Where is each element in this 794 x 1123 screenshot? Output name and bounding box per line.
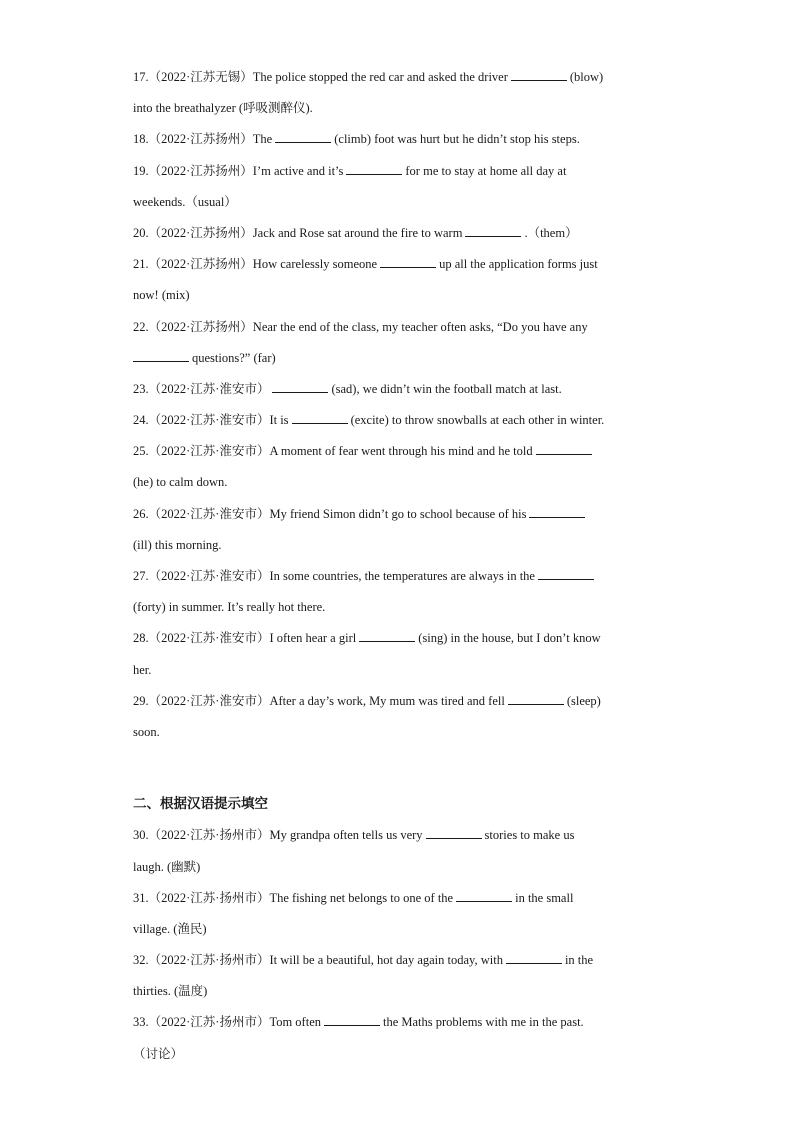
question-19-line-2: weekends.（usual）	[133, 194, 237, 209]
question-hint: for me to stay at home all day at	[405, 163, 567, 178]
answer-blank[interactable]	[465, 224, 521, 237]
question-text: 27.（2022·江苏·淮安市）In some countries, the temperatures are always in the	[133, 569, 535, 583]
question-text: 17.（2022·江苏无锡）The police stopped the red car and asked the driver	[133, 70, 508, 84]
question-text: 31.（2022·江苏·扬州市）The fishing net belongs to one of the	[133, 890, 454, 905]
question-28-line-1	[133, 623, 661, 654]
question-text: 20.（2022·江苏扬州）Jack and Rose sat around the fire to warm	[133, 225, 463, 240]
question-text: 29.（2022·江苏·淮安市）After a day’s work, My mum was tired and fell	[133, 693, 505, 708]
question-21-line-2: now! (mix)	[133, 288, 190, 303]
question-hint: .（them）	[524, 225, 578, 240]
question-27-line-2: (forty) in summer. It’s really hot there.	[133, 600, 326, 615]
question-text: 30.（2022·江苏·扬州市）My grandpa often tells us very	[133, 828, 423, 843]
section-2-title: 二、根据汉语提示填空	[133, 796, 268, 813]
answer-blank[interactable]	[508, 692, 564, 705]
question-26-line-1	[133, 499, 661, 530]
question-17-line-1	[133, 62, 661, 93]
question-hint: in the	[564, 953, 594, 968]
answer-blank[interactable]	[380, 255, 436, 268]
question-text: 19.（2022·江苏扬州）I’m active and it’s	[133, 163, 344, 178]
question-29-line-2: soon.	[133, 724, 160, 739]
question-hint: (excite) to throw snowballs at each other in winter.	[350, 413, 605, 428]
question-text: 28.（2022·江苏·淮安市）I often hear a girl	[133, 631, 357, 646]
answer-blank[interactable]	[292, 411, 348, 424]
question-17-line-2: into the breathalyzer (呼吸测醉仪).	[133, 101, 313, 116]
question-hint: (sing) in the house, but I don’t know	[418, 631, 601, 646]
answer-blank[interactable]	[529, 505, 585, 518]
question-32-line-1	[133, 945, 661, 976]
question-text: 22.（2022·江苏扬州）Near the end of the class, my teacher often asks, “Do you have any	[133, 319, 588, 334]
question-25-line-1	[133, 436, 661, 467]
answer-blank[interactable]	[536, 442, 592, 455]
question-text: 18.（2022·江苏扬州）The	[133, 132, 273, 147]
question-27-line-1	[133, 561, 661, 592]
answer-blank[interactable]	[272, 380, 328, 393]
section-gap	[133, 748, 661, 789]
answer-blank[interactable]	[426, 826, 482, 839]
question-20-line-1	[133, 218, 661, 249]
question-text: 32.（2022·江苏·扬州市）It will be a beautiful, hot day again today, with	[133, 953, 503, 968]
question-hint: (sad), we didn’t win the football match at last.	[331, 381, 562, 396]
answer-blank[interactable]	[511, 68, 567, 81]
answer-blank[interactable]	[346, 162, 402, 175]
question-hint: (blow)	[569, 70, 604, 84]
question-hint: up all the application forms just	[439, 257, 598, 272]
question-21-line-1	[133, 249, 661, 280]
question-32-line-2: thirties. (温度)	[133, 984, 208, 999]
question-22-line-2	[133, 343, 661, 374]
answer-blank[interactable]	[456, 889, 512, 902]
answer-blank[interactable]	[324, 1013, 380, 1026]
answer-blank[interactable]	[506, 951, 562, 964]
question-24-line-1	[133, 405, 661, 436]
document-page	[133, 62, 661, 1070]
question-hint: questions?” (far)	[192, 350, 276, 365]
answer-blank[interactable]	[275, 130, 331, 143]
question-30-line-2: laugh. (幽默)	[133, 859, 201, 874]
question-text: 21.（2022·江苏扬州）How carelessly someone	[133, 257, 378, 272]
question-30-line-1	[133, 820, 661, 851]
question-hint: the Maths problems with me in the past.	[383, 1015, 584, 1030]
question-text: 33.（2022·江苏·扬州市）Tom often	[133, 1015, 321, 1030]
question-hint: stories to make us	[484, 828, 575, 843]
answer-blank[interactable]	[538, 567, 594, 580]
question-hint: (sleep)	[566, 693, 601, 708]
answer-blank[interactable]	[133, 349, 189, 362]
question-text: 26.（2022·江苏·淮安市）My friend Simon didn’t go to school because of his	[133, 506, 527, 521]
question-31-line-1	[133, 883, 661, 914]
question-18-line-1	[133, 124, 661, 155]
answer-blank[interactable]	[359, 629, 415, 642]
question-text: 24.（2022·江苏·淮安市）It is	[133, 413, 289, 428]
question-text: 25.（2022·江苏·淮安市）A moment of fear went through his mind and he told	[133, 444, 533, 459]
question-26-line-2: (ill) this morning.	[133, 537, 222, 552]
question-31-line-2: village. (渔民)	[133, 921, 207, 936]
question-33-line-2: （讨论）	[133, 1046, 184, 1061]
question-23-line-1	[133, 374, 661, 405]
question-28-line-2: her.	[133, 662, 152, 677]
question-22-line-1	[133, 312, 661, 343]
question-29-line-1	[133, 686, 661, 717]
question-hint: (climb) foot was hurt but he didn’t stop his steps.	[334, 132, 580, 147]
question-33-line-1	[133, 1007, 661, 1038]
question-19-line-1	[133, 156, 661, 187]
question-hint: in the small	[515, 890, 574, 905]
question-text: 23.（2022·江苏·淮安市）	[133, 381, 270, 396]
question-25-line-2: (he) to calm down.	[133, 475, 228, 490]
